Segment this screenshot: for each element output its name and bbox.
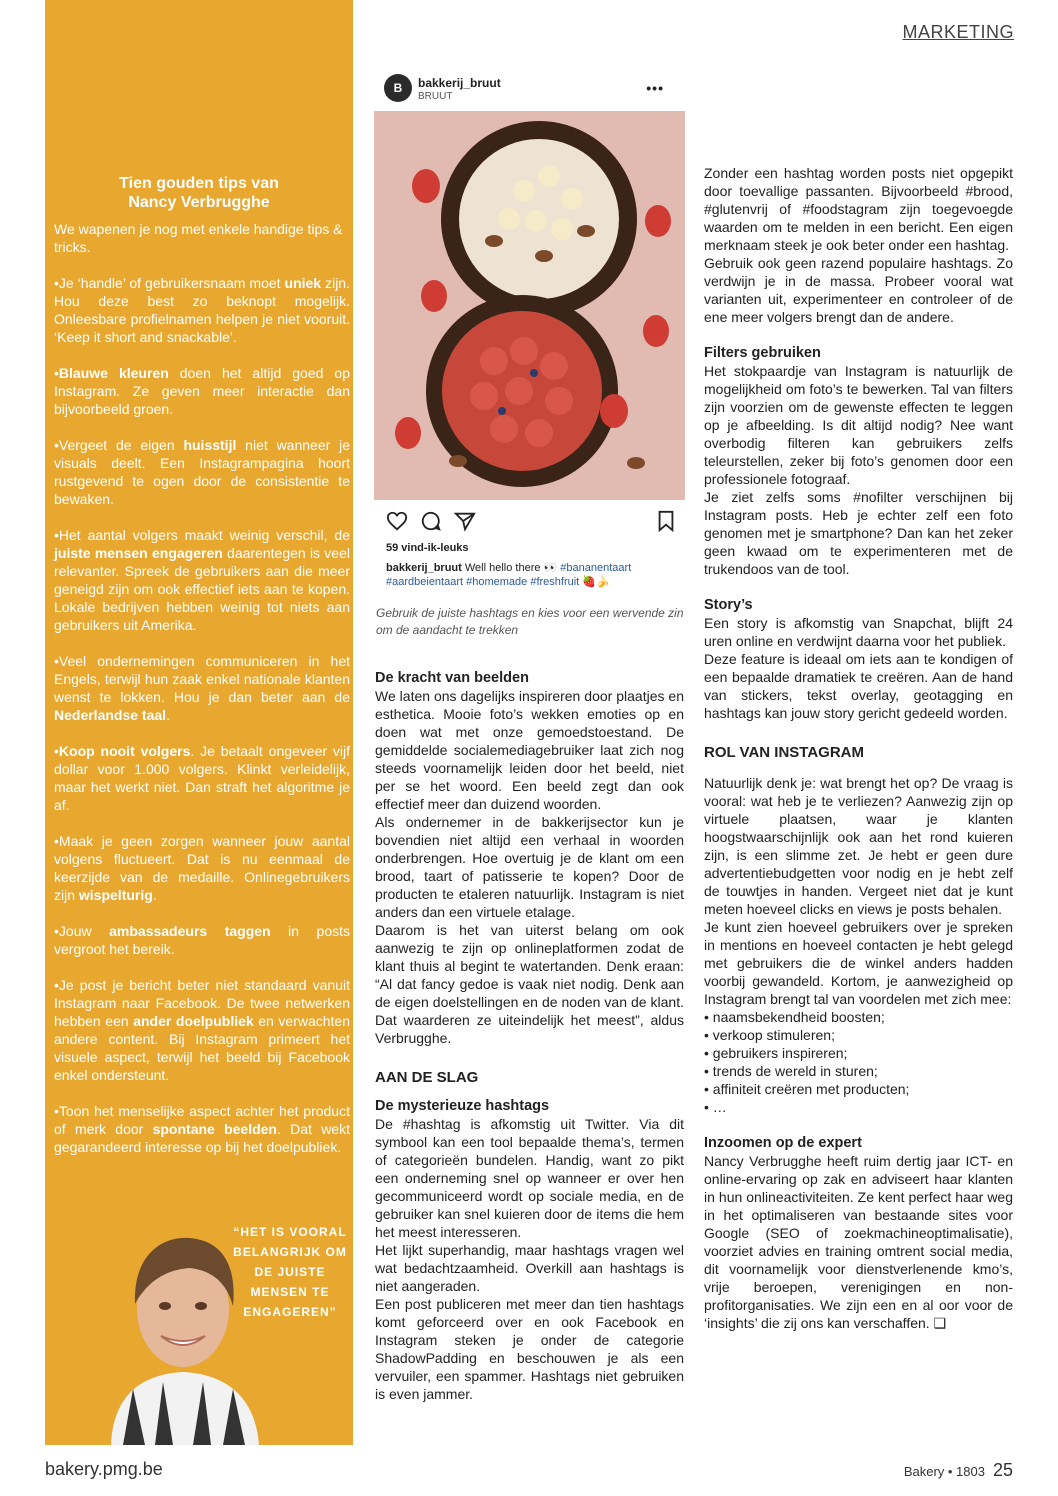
heading-expert: Inzoomen op de expert [704, 1135, 862, 1151]
tip-item: •Toon het menselijke aspect achter het product of merk door spontane beelden. Dat wekt gegarandeerd interesse op bij het doelpubliek. [54, 1103, 350, 1155]
tip-item: •Koop nooit volgers. Je betaalt ongeveer vijf dollar voor 1.000 volgers. Klinkt verleidelijk, maar het werkt niet. Dan straft het algoritme je af. [54, 743, 350, 813]
comment-icon [420, 510, 442, 532]
sidebar-intro: We wapenen je nog met enkele handige tips & tricks. [54, 221, 343, 255]
list-item: • naamsbekendheid boosten; [704, 1008, 1013, 1026]
post-caption: bakkerij_bruut Well hello there 👀 #bananentaart #aardbeientaart #homemade #freshfruit 🍓🍌 [386, 562, 632, 588]
tip-item: •Je ‘handle’ of gebruikersnaam moet uniek zijn. Hou deze best zo beknopt mogelijk. Onleesbare profielnamen helpen je niet vooruit. ‘Keep it short and snackable’. [54, 275, 350, 345]
footer-magazine: Bakery • 1803 25 [903, 1460, 1013, 1480]
page-number: 25 [992, 1460, 1013, 1480]
paragraph: Een story is afkomstig van Snapchat, blijft 24 uren online en verdwijnt daarna voor het publiek. [704, 615, 1013, 649]
instagram-subname: BRUUT [418, 91, 453, 102]
share-icon [454, 510, 476, 532]
section-label: MARKETING [902, 22, 1014, 42]
tip-item: •Veel ondernemingen communiceren in het Engels, terwijl hun zaak enkel nationale klanten wenst te lokken. Hou je dan beter aan de Nederlandse taal. [54, 653, 350, 723]
bookmark-icon [656, 510, 676, 532]
tip-item: •Jouw ambassadeurs taggen in posts vergroot het bereik. [54, 923, 350, 957]
photo-caption: Gebruik de juiste hashtags en kies voor een wervende zin om de aandacht te trekken [376, 606, 684, 637]
paragraph: Daarom is het van uiterst belang om ook aanwezig te zijn op onlineplatformen zodat de klant thuis al begint te watertanden. Denk eraan: “Al dat fancy gedoe is vaak niet nodig. Denk aan de eigen doelstellingen en de noden van de klant. Dat waarderen ze uiteindelijk het meest”, aldus Verbrugghe. [375, 922, 684, 1046]
tip-item: •Vergeet de eigen huisstijl niet wanneer je visuals deelt. Een Instagrampagina hoort rustgevend te ogen door de consistentie te bewaken. [54, 437, 350, 507]
list-item: • gebruikers inspireren; [704, 1044, 1013, 1062]
sidebar-title: Tien gouden tips van Nancy Verbrugghe [119, 175, 279, 211]
tips-list [54, 274, 350, 1174]
instagram-post-header [384, 72, 674, 106]
paragraph: Je ziet zelfs soms #nofilter verschijnen bij Instagram posts. Heb je echter zelf een foto genomen met je smartphone? Dan kan het zeker geen kwaad om te experimenteren met de trukendoos van de tool. [704, 489, 1013, 577]
list-item: • trends de wereld in sturen; [704, 1062, 1013, 1080]
tip-item: •Blauwe kleuren doen het altijd goed op Instagram. Ze geven meer interactie dan bijvoorbeeld groen. [54, 365, 350, 417]
heading-rol: ROL VAN INSTAGRAM [704, 744, 864, 761]
paragraph: Natuurlijk denk je: wat brengt het op? De vraag is vooral: wat heb je te verliezen? Aanwezig zijn op virtuele plaatsen, waar je klanten hoogstwaarschijnlijk ook aan het rond kuieren zijn, is een slimme zet. Je hebt er geen dure advertentiebudgetten voor nodig en je hebt zelf de touwtjes in handen. Vergeet niet dat je kunt meten hoeveel clicks en views je posts behalen. [704, 775, 1013, 917]
pull-quote: “HET IS VOORAL BELANGRIJK OM DE JUISTE MENSEN TE ENGAGEREN” [233, 1225, 347, 1319]
heading-filters: Filters gebruiken [704, 345, 821, 361]
paragraph: Als ondernemer in de bakkerijsector kun je bovendien niet altijd een verhaal in woorden onderbrengen. Hoe overtuig je de klant om een brood, taart of patisserie te kopen? Door de producten te etaleren natuurlijk. Instagram is niet anders dan een virtuele etalage. [375, 814, 684, 920]
paragraph: Het stokpaardje van Instagram is natuurlijk de mogelijkheid om foto’s te bewerken. Tal van filters zijn voorzien om de gewenste effecten te leggen op je afbeelding. Is dit altijd nodig? Nee want overbodig filteren kan gebruikers zelfs teleurstellen, zeker bij foto’s genomen door een professionele fotograaf. [704, 363, 1013, 487]
paragraph: Gebruik ook geen razend populaire hashtags. Zo verdwijn je in de massa. Probeer vooral wat varianten uit, experimenteer en controleer of de ene meer volgers brengt dan de andere. [704, 255, 1013, 325]
paragraph: Het lijkt superhandig, maar hashtags vragen wel wat bedachtzaamheid. Overkill aan hashtags is niet aangeraden. [375, 1242, 684, 1294]
tip-item: •Je post je bericht beter niet standaard vanuit Instagram naar Facebook. De twee netwerken hebben een ander doelpubliek en verwachten andere content. Bij Instagram primeert het visuele aspect, terwijl het beeld bij Facebook enkel ondersteunt. [54, 977, 350, 1083]
instagram-actions [386, 510, 676, 532]
likes-count: 59 vind-ik-leuks [386, 542, 469, 554]
right-column [704, 164, 1013, 1332]
paragraph: Deze feature is ideaal om iets aan te kondigen of een bepaalde dramatiek te creëren. Aan de hand van stickers, tekst overlay, geotagging en hashtags kan jouw story gericht gedeeld worden. [704, 651, 1013, 721]
tip-item: •Het aantal volgers maakt weinig verschil, de juiste mensen engageren daarentegen is veel relevanter. Spreek de gebruikers aan die meer geneigd zijn om ook effectief iets aan te kopen. Lokale bedrijven hebben weinig tot niets aan gebruikers uit Amerika. [54, 527, 350, 633]
heading-hashtags: De mysterieuze hashtags [375, 1098, 550, 1114]
paragraph: De #hashtag is afkomstig uit Twitter. Via dit symbool kan een tool bepaalde thema’s, termen of categorieën bundelen. Handig, want zo pikt een onderneming snel op wanneer er over hen gecommuniceerd wordt op sociale media, en de gebruiker kan snel kuieren door de items die hem het meest interesseren. [375, 1116, 684, 1240]
heart-icon [386, 510, 408, 532]
paragraph: Je kunt zien hoeveel gebruikers over je spreken in mentions en hoeveel contacten je hebt gelegd met gebruikers die de winkel anders hadden voorbij gewandeld. Kortom, je aanwezigheid op Instagram brengt tal van voordelen met zich mee: [704, 919, 1013, 1007]
paragraph: We laten ons dagelijks inspireren door plaatjes en esthetica. Mooie foto’s wekken emoties op en doen wat met onze gemoedstoestand. De gemiddelde socialemediagebruiker laat zich nog steeds voornamelijk leiden door het beeld, niet per se het woord. Een beeld zegt dan ook effectief meer dan duizend woorden. [375, 688, 684, 812]
tips-sidebar [45, 0, 353, 1445]
heading-storys: Story’s [704, 597, 753, 613]
instagram-post [374, 64, 685, 598]
instagram-username: bakkerij_bruut [418, 76, 501, 90]
list-item: • affiniteit creëren met producten; [704, 1080, 1013, 1098]
list-item: • … [704, 1098, 1013, 1116]
paragraph: Nancy Verbrugghe heeft ruim dertig jaar ICT- en online-ervaring op zak en adviseert haar klanten in hun onlineactiviteiten. Ze kent perfect haar weg in het optimaliseren van bestaande sites voor Google (SEO of zoekmachineoptimalisatie), voorziet advies en training omtrent social media, dit voornamelijk voor dienstverlenende kmo’s, vrije beroepen, verenigingen en non-profitorganisaties. We zijn een en al oor voor de ‘insights’ die zij ons kan verschaffen. ❑ [704, 1153, 1013, 1331]
footer-website: bakery.pmg.be [45, 1459, 163, 1479]
profile-avatar: B [384, 74, 412, 102]
heading-kracht: De kracht van beelden [375, 670, 529, 686]
caption-hashtags: #bananentaart #aardbeientaart #homemade #freshfruit [386, 562, 632, 588]
end-mark: ❑ [933, 1315, 947, 1331]
middle-column [375, 669, 684, 1403]
more-options-icon: ••• [646, 80, 664, 96]
benefits-list [704, 1008, 1013, 1116]
paragraph: Een post publiceren met meer dan tien hashtags komt geforceerd over en ook Facebook en Instagram steken je onder de categorie ShadowPadding en beschouwen je als een vervuiler, een spammer. Hashtags niet gebruiken is even jammer. [375, 1296, 684, 1402]
heading-aan-de-slag: AAN DE SLAG [375, 1069, 479, 1086]
cakes-photo [374, 111, 685, 500]
paragraph: Zonder een hashtag worden posts niet opgepikt door toevallige passanten. Bijvoorbeeld #brood, #glutenvrij of #foodstagram zijn toegevoegde waarden om te melden in een bericht. Een eigen merknaam steek je ook beter onder een hashtag. [704, 165, 1013, 253]
tip-item: •Maak je geen zorgen wanneer jouw aantal volgens fluctueert. Dat is nu eenmaal de keerzijde van de medaille. Onlinegebruikers zijn wispelturig. [54, 833, 350, 903]
list-item: • verkoop stimuleren; [704, 1026, 1013, 1044]
